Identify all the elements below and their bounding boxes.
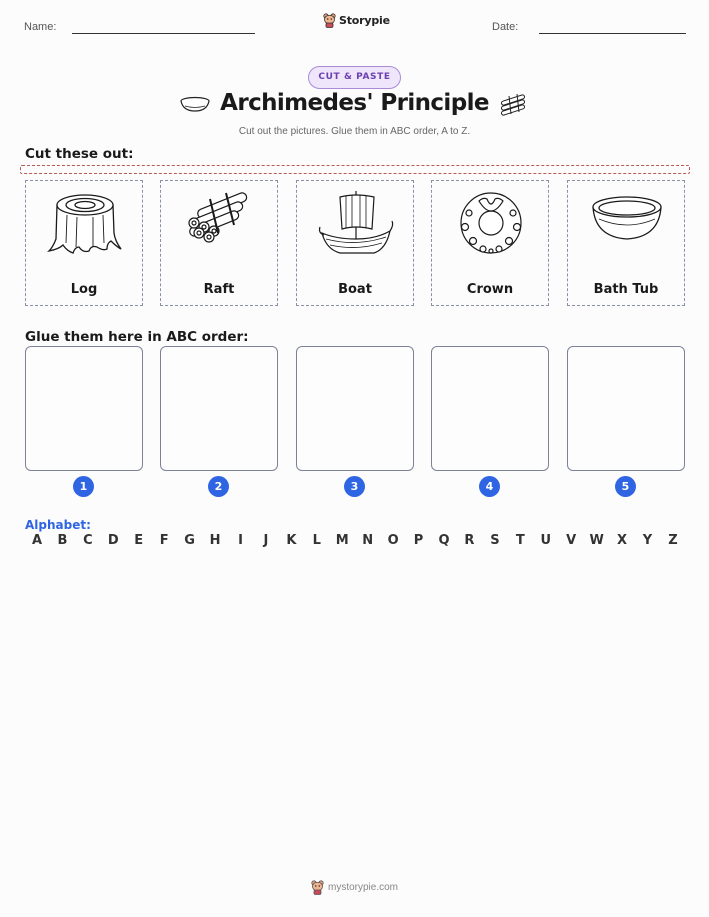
alphabet-letter: P bbox=[413, 533, 424, 548]
bear-mascot-icon bbox=[311, 880, 324, 895]
alphabet-letter: E bbox=[134, 533, 144, 548]
number-badge-2: 2 bbox=[208, 476, 229, 497]
glue-box-3[interactable] bbox=[296, 346, 414, 471]
instructions: Cut out the pictures. Glue them in ABC order, A to Z. bbox=[238, 126, 471, 137]
cut-card-label: Crown bbox=[466, 282, 514, 297]
alphabet-letter: T bbox=[515, 533, 525, 548]
cut-card-label: Raft bbox=[203, 282, 235, 297]
alphabet-letter: Z bbox=[668, 533, 678, 548]
cut-section-heading: Cut these out: bbox=[25, 146, 134, 162]
cut-card-log[interactable] bbox=[25, 180, 143, 306]
alphabet-letter: Q bbox=[438, 533, 450, 548]
glue-box-4[interactable] bbox=[431, 346, 549, 471]
alphabet-letter: X bbox=[617, 533, 628, 548]
alphabet-letter: D bbox=[107, 533, 119, 548]
number-badge-1: 1 bbox=[73, 476, 94, 497]
glue-box-2[interactable] bbox=[160, 346, 278, 471]
date-line[interactable] bbox=[539, 33, 686, 34]
alphabet-letter: A bbox=[31, 533, 43, 548]
bath-tub-icon bbox=[587, 187, 667, 263]
cut-card-crown[interactable] bbox=[431, 180, 549, 306]
alphabet-letter: W bbox=[589, 533, 604, 548]
alphabet-letter: L bbox=[312, 533, 321, 548]
name-line[interactable] bbox=[72, 33, 255, 34]
cut-card-raft[interactable] bbox=[160, 180, 278, 306]
date-label: Date: bbox=[492, 21, 519, 33]
glue-section-heading: Glue them here in ABC order: bbox=[25, 329, 249, 345]
alphabet-row bbox=[26, 533, 684, 548]
brand-logo bbox=[323, 13, 390, 28]
number-badge-4: 4 bbox=[479, 476, 500, 497]
alphabet-letter: H bbox=[209, 533, 221, 548]
brand-name: Storypie bbox=[339, 14, 390, 27]
glue-box-1[interactable] bbox=[25, 346, 143, 471]
footer-url[interactable]: mystorypie.com bbox=[327, 882, 398, 893]
raft-small-icon bbox=[497, 94, 530, 116]
cut-card-boat[interactable] bbox=[296, 180, 414, 306]
glue-box-5[interactable] bbox=[567, 346, 685, 471]
alphabet-letter: F bbox=[159, 533, 169, 548]
cut-card-bath-tub[interactable] bbox=[567, 180, 685, 306]
alphabet-letter: N bbox=[362, 533, 374, 548]
alphabet-letter: R bbox=[464, 533, 475, 548]
alphabet-letter: B bbox=[57, 533, 68, 548]
cut-card-label: Log bbox=[70, 282, 98, 297]
cut-card-label: Boat bbox=[338, 282, 372, 297]
log-icon bbox=[45, 187, 125, 263]
alphabet-letter: C bbox=[83, 533, 93, 548]
name-label: Name: bbox=[24, 21, 57, 33]
raft-icon bbox=[180, 187, 260, 263]
footer bbox=[0, 880, 709, 895]
cut-and-paste-badge: CUT & PASTE bbox=[308, 66, 401, 89]
alphabet-letter: U bbox=[540, 533, 552, 548]
alphabet-letter: V bbox=[566, 533, 577, 548]
alphabet-letter: K bbox=[286, 533, 297, 548]
alphabet-letter: Y bbox=[642, 533, 653, 548]
bear-mascot-icon bbox=[323, 13, 336, 28]
alphabet-heading: Alphabet: bbox=[25, 518, 91, 532]
alphabet-letter: I bbox=[238, 533, 243, 548]
alphabet-letter: O bbox=[387, 533, 399, 548]
number-badge-5: 5 bbox=[615, 476, 636, 497]
alphabet-letter: J bbox=[263, 533, 269, 548]
crown-icon bbox=[451, 187, 531, 263]
boat-icon bbox=[316, 187, 396, 263]
alphabet-letter: G bbox=[184, 533, 195, 548]
page-title: Archimedes' Principle bbox=[220, 90, 489, 116]
alphabet-letter: S bbox=[490, 533, 500, 548]
alphabet-letter: M bbox=[335, 533, 349, 548]
cut-card-label: Bath Tub bbox=[593, 282, 659, 297]
cut-guide-line bbox=[20, 165, 690, 174]
number-badge-3: 3 bbox=[344, 476, 365, 497]
